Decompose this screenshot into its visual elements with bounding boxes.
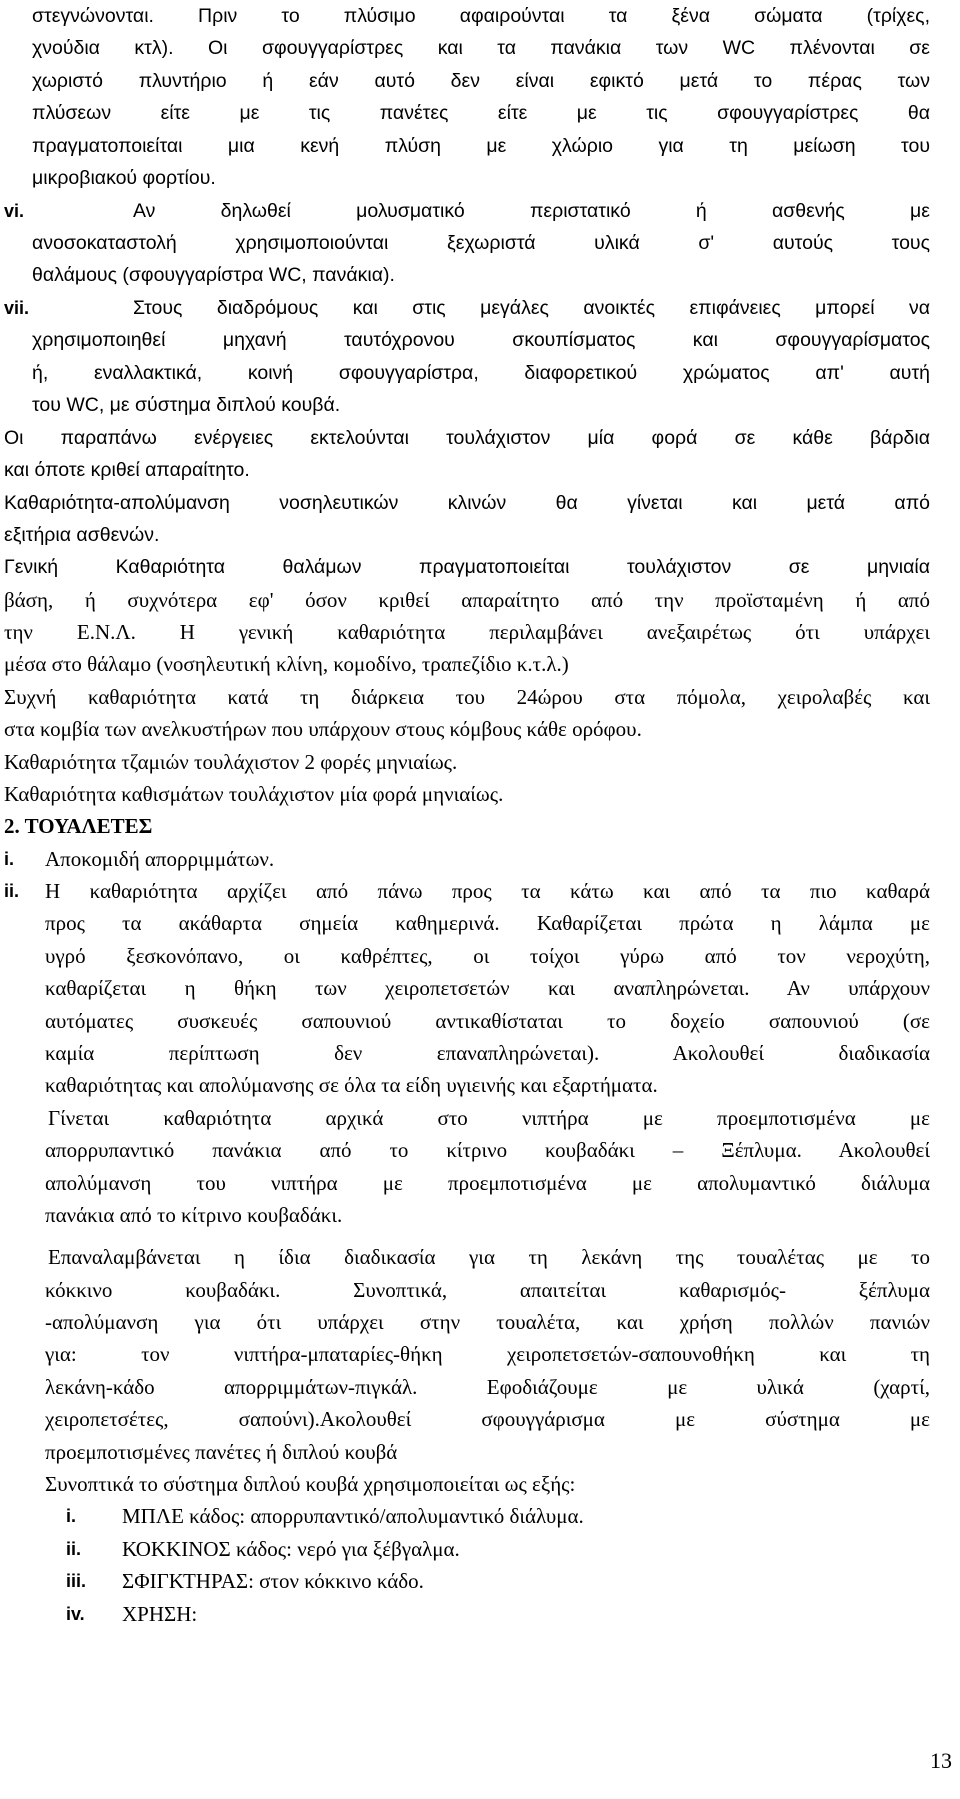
list-marker: ii. [4, 881, 20, 901]
text-line: απολύμανση του νιπτήρα με προεμποτισμένα με απολυμαντικό διάλυμα [45, 1171, 930, 1195]
text-line: Επαναλαμβάνεται η ίδια διαδικασία για τη λεκάνη της τουαλέτας με το [48, 1245, 930, 1269]
text-line: χειροπετσέτες, σαπούνι).Ακολουθεί σφουγγάρισμα με σύστημα με [45, 1407, 930, 1431]
text-line: καθαρίζεται η θήκη των χειροπετσετών και αναπληρώνεται. Αν υπάρχουν [45, 976, 930, 1000]
text-line: καμία περίπτωση δεν επαναπληρώνεται). Ακολουθεί διαδικασία [45, 1041, 930, 1065]
list-marker: iii. [66, 1571, 87, 1591]
section-heading: 2. ΤΟΥΑΛΕΤΕΣ [4, 814, 153, 838]
text-line: Καθαριότητα τζαμιών τουλάχιστον 2 φορές μηνιαίως. [4, 750, 458, 774]
text-line: χνούδια κτλ). Οι σφουγγαρίστρες και τα πανάκια των WC πλένονται σε [32, 37, 930, 59]
text-line: -απολύμανση για ότι υπάρχει στην τουαλέτα, και χρήση πολλών πανιών [45, 1310, 930, 1334]
text-line: λεκάνη-κάδο απορριμμάτων-πιγκάλ. Εφοδιάζουμε με υλικά (χαρτί, [45, 1375, 930, 1399]
text-line: κόκκινο κουβαδάκι. Συνοπτικά, απαιτείται καθαρισμός- ξέπλυμα [45, 1278, 930, 1302]
text-line: Η καθαριότητα αρχίζει από πάνω προς τα κάτω και από τα πιο καθαρά [45, 879, 930, 903]
text-line: στεγνώνονται. Πριν το πλύσιμο αφαιρούνται τα ξένα σώματα (τρίχες, [32, 5, 930, 27]
list-item-text: ΧΡΗΣΗ: [122, 1602, 198, 1626]
text-line: Αποκομιδή απορριμμάτων. [45, 847, 275, 871]
text-line: Αν δηλωθεί μολυσματικό περιστατικό ή ασθενής με [133, 200, 930, 222]
text-line: ανοσοκαταστολή χρησιμοποιούνται ξεχωριστά υλικά σ' αυτούς τους [32, 232, 930, 254]
text-line: Γίνεται καθαριότητα αρχικά στο νιπτήρα με προεμποτισμένα με [48, 1106, 930, 1130]
text-line: του WC, με σύστημα διπλού κουβά. [32, 394, 341, 416]
text-line: Καθαριότητα καθισμάτων τουλάχιστον μία φορά μηνιαίως. [4, 782, 504, 806]
text-line: για: τον νιπτήρα-μπαταρίες-θήκη χειροπετσετών-σαπουνοθήκη και τη [45, 1342, 930, 1366]
list-item-text: ΚΟΚΚΙΝΟΣ κάδος: νερό για ξέβγαλμα. [122, 1537, 460, 1561]
text-line: και όποτε κριθεί απαραίτητο. [4, 459, 250, 481]
text-line: υγρό ξεσκονόπανο, οι καθρέπτες, οι τοίχοι γύρω από τον νεροχύτη, [45, 944, 930, 968]
text-line: Στους διαδρόμους και στις μεγάλες ανοικτές επιφάνειες μπορεί να [133, 297, 930, 319]
list-marker: vii. [4, 298, 30, 318]
text-line: χωριστό πλυντήριο ή εάν αυτό δεν είναι εφικτό μετά το πέρας των [32, 70, 930, 92]
text-line: θαλάμους (σφουγγαρίστρα WC, πανάκια). [32, 264, 395, 286]
text-line: την Ε.Ν.Λ. Η γενική καθαριότητα περιλαμβάνει ανεξαιρέτως ότι υπάρχει [4, 620, 930, 644]
list-item-text: ΣΦΙΓΚΤΗΡΑΣ: στον κόκκινο κάδο. [122, 1569, 424, 1593]
text-line: ή, εναλλακτικά, κοινή σφουγγαρίστρα, διαφορετικού χρώματος απ' αυτή [32, 362, 930, 384]
text-line: Οι παραπάνω ενέργειες εκτελούνται τουλάχιστον μία φορά σε κάθε βάρδια [4, 427, 930, 449]
text-line: πραγματοποιείται μια κενή πλύση με χλώριο για τη μείωση του [32, 135, 930, 157]
text-line: προεμποτισμένες πανέτες ή διπλού κουβά [45, 1440, 398, 1464]
text-line: Γενική Καθαριότητα θαλάμων πραγματοποιείται τουλάχιστον σε μηνιαία [4, 556, 930, 578]
text-line: μικροβιακού φορτίου. [32, 167, 216, 189]
list-marker: i. [4, 849, 15, 869]
text-line: Συχνή καθαριότητα κατά τη διάρκεια του 24ώρου στα πόμολα, χειρολαβές και [4, 685, 930, 709]
list-marker: i. [66, 1506, 77, 1526]
text-line: στα κομβία των ανελκυστήρων που υπάρχουν στους κόμβους κάθε ορόφου. [4, 717, 642, 741]
text-line: μέσα στο θάλαμο (νοσηλευτική κλίνη, κομοδίνο, τραπεζίδιο κ.τ.λ.) [4, 652, 569, 676]
text-line: εξιτήρια ασθενών. [4, 524, 160, 546]
list-item-text: ΜΠΛΕ κάδος: απορρυπαντικό/απολυμαντικό διάλυμα. [122, 1504, 584, 1528]
text-line: αυτόματες συσκευές σαπουνιού αντικαθίσταται το δοχείο σαπουνιού (σε [45, 1009, 930, 1033]
text-line: πλύσεων είτε με τις πανέτες είτε με τις σφουγγαρίστρες θα [32, 102, 930, 124]
list-marker: vi. [4, 201, 25, 221]
page-number: 13 [930, 1748, 952, 1773]
text-line: πανάκια από το κίτρινο κουβαδάκι. [45, 1203, 343, 1227]
text-line: Καθαριότητα-απολύμανση νοσηλευτικών κλινών θα γίνεται και μετά από [4, 492, 930, 514]
text-line: απορρυπαντικό πανάκια από το κίτρινο κουβαδάκι – Ξέπλυμα. Ακολουθεί [45, 1138, 930, 1162]
text-line: Συνοπτικά το σύστημα διπλού κουβά χρησιμοποιείται ως εξής: [45, 1472, 576, 1496]
text-line: καθαριότητας και απολύμανσης σε όλα τα είδη υγιεινής και εξαρτήματα. [45, 1073, 658, 1097]
text-line: βάση, ή συχνότερα εφ' όσον κριθεί απαραίτητο από την προϊσταμένη ή από [4, 588, 930, 612]
list-marker: iv. [66, 1604, 85, 1624]
text-line: χρησιμοποιηθεί μηχανή ταυτόχρονου σκουπίσματος και σφουγγαρίσματος [32, 329, 930, 351]
text-line: προς τα ακάθαρτα σημεία καθημερινά. Καθαρίζεται πρώτα η λάμπα με [45, 911, 930, 935]
list-marker: ii. [66, 1539, 82, 1559]
